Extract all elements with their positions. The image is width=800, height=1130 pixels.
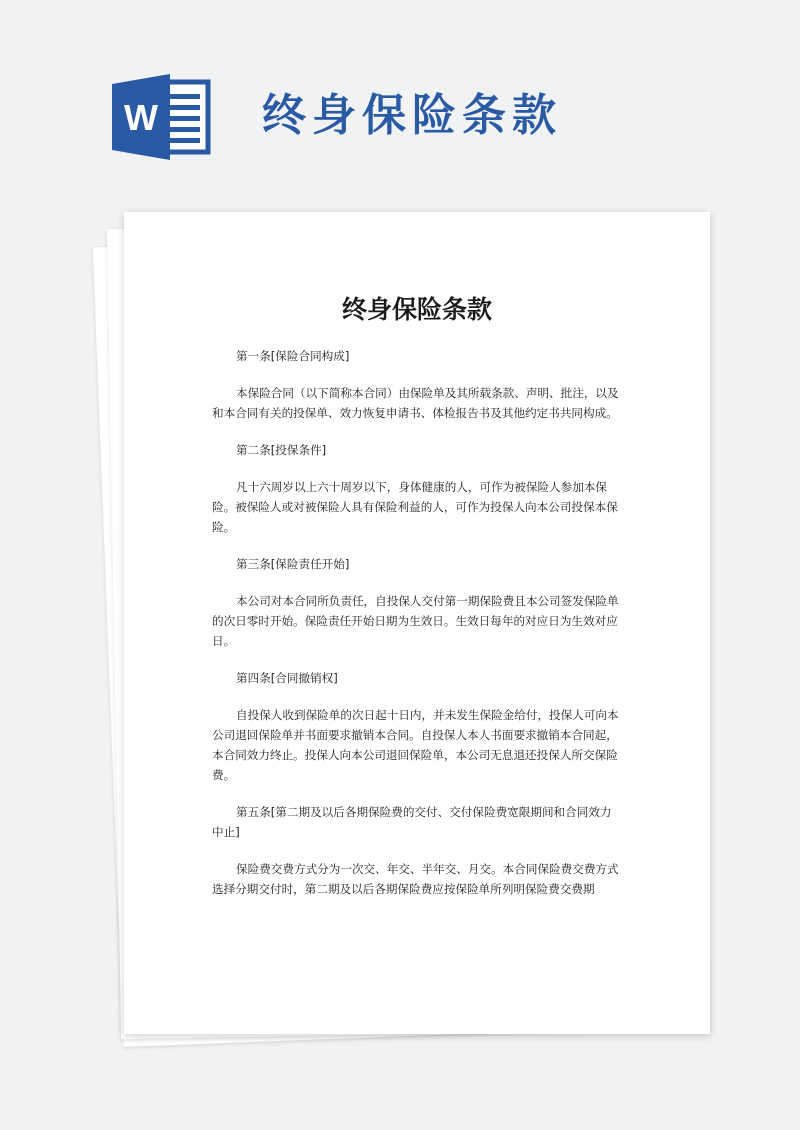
- svg-text:W: W: [124, 97, 158, 138]
- clause-heading: 第五条[第二期及以后各期保险费的交付、交付保险费宽限期间和合同效力中止]: [212, 805, 612, 839]
- banner-title: 终身保险条款: [262, 90, 562, 141]
- banner: [0, 0, 800, 200]
- document-body: [212, 346, 622, 916]
- clause-paragraph: 保险费交费方式分为一次交、年交、半年交、月交。本合同保险费交费方式选择分期交付时，第二期及以后各期保险费应按保险单所列明保险费交费期: [212, 862, 619, 896]
- word-document-icon: [112, 74, 214, 160]
- clause-heading: 第二条[投保条件]: [236, 443, 327, 457]
- clause-paragraph: 自投保人收到保险单的次日起十日内，并未发生保险金给付，投保人可向本公司退回保险单并书面要求撤销本合同。自投保人本人书面要求撤销本合同起，本合同效力终止。投保人向本公司退回保险单，本公司无息退还投保人所交保险费。: [212, 708, 619, 782]
- document-title: 终身保险条款: [341, 295, 492, 324]
- clause-heading: 第一条[保险合同构成]: [236, 349, 350, 363]
- clause-heading: 第四条[合同撤销权]: [236, 671, 338, 685]
- clause-paragraph: 本保险合同（以下简称本合同）由保险单及其所载条款、声明、批注，以及和本合同有关的投保单、效力恢复申请书、体检报告书及其他约定书共同构成。: [212, 386, 619, 420]
- clause-paragraph: 本公司对本合同所负责任，自投保人交付第一期保险费且本公司签发保险单的次日零时开始。保险责任开始日期为生效日。生效日每年的对应日为生效对应日。: [212, 594, 619, 648]
- clause-heading: 第三条[保险责任开始]: [236, 557, 350, 571]
- clause-paragraph: 凡十六周岁以上六十周岁以下，身体健康的人，可作为被保险人参加本保险。被保险人或对被保险人具有保险利益的人，可作为投保人向本公司投保本保险。: [212, 480, 618, 534]
- document-page: [124, 212, 710, 1034]
